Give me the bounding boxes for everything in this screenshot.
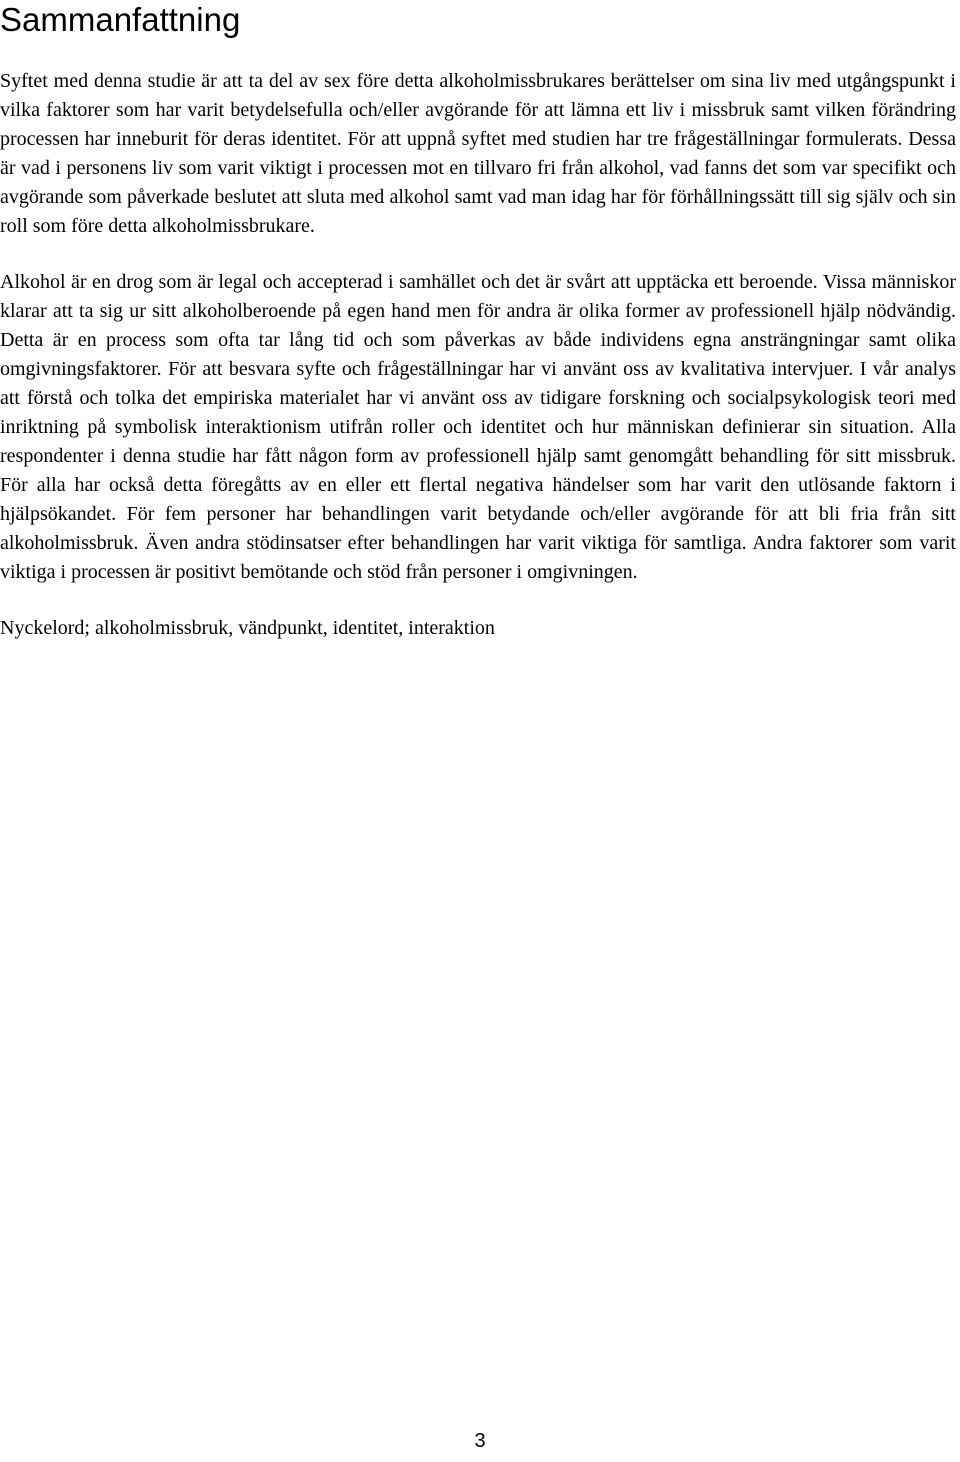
page-number: 3 — [474, 1430, 486, 1452]
abstract-paragraph-2: Alkohol är en drog som är legal och accepterad i samhället och det är svårt att upptäcka ett beroende. Vissa människor klarar att ta sig ur sitt alkoholberoende på egen hand men för andra är olika former av professionell hjälp nödvändig. Detta är en process som ofta tar lång tid och som påverkas av både individens egna ansträngningar samt olika omgivningsfaktorer. För att besvara syfte och frågeställningar har vi använt oss av kvalitativa intervjuer. I vår analys att förstå och tolka det empiriska materialet har vi använt oss av tidigare forskning och socialpsykologisk teori med inriktning på symbolisk interaktionism utifrån roller och identitet och hur människan definierar sin situation. Alla respondenter i denna studie har fått någon form av professionell hjälp samt genomgått behandling för sitt missbruk. För alla har också detta föregåtts av en eller ett flertal negativa händelser som har varit den utlösande faktorn i hjälpsökandet. För fem personer har behandlingen varit betydande och/eller avgörande för att bli fria från sitt alkoholmissbruk. Även andra stödinsatser efter behandlingen har varit viktiga för samtliga. Andra faktorer som varit viktiga i processen är positivt bemötande och stöd från personer i omgivningen. — [0, 271, 956, 583]
abstract-body — [0, 67, 956, 643]
page-title: Sammanfattning — [0, 1, 241, 38]
keywords-line: Nyckelord; alkoholmissbruk, vändpunkt, identitet, interaktion — [0, 617, 495, 639]
abstract-paragraph-1: Syftet med denna studie är att ta del av sex före detta alkoholmissbrukares berättelser om sina liv med utgångspunkt i vilka faktorer som har varit betydelsefulla och/eller avgörande för att lämna ett liv i missbruk samt vilken förändring processen har inneburit för deras identitet. För att uppnå syftet med studien har tre frågeställningar formulerats. Dessa är vad i personens liv som varit viktigt i processen mot en tillvaro fri från alkohol, vad fanns det som var specifikt och avgörande som påverkade beslutet att sluta med alkohol samt vad man idag har för förhållningssätt till sig själv och sin roll som före detta alkoholmissbrukare. — [0, 70, 956, 237]
